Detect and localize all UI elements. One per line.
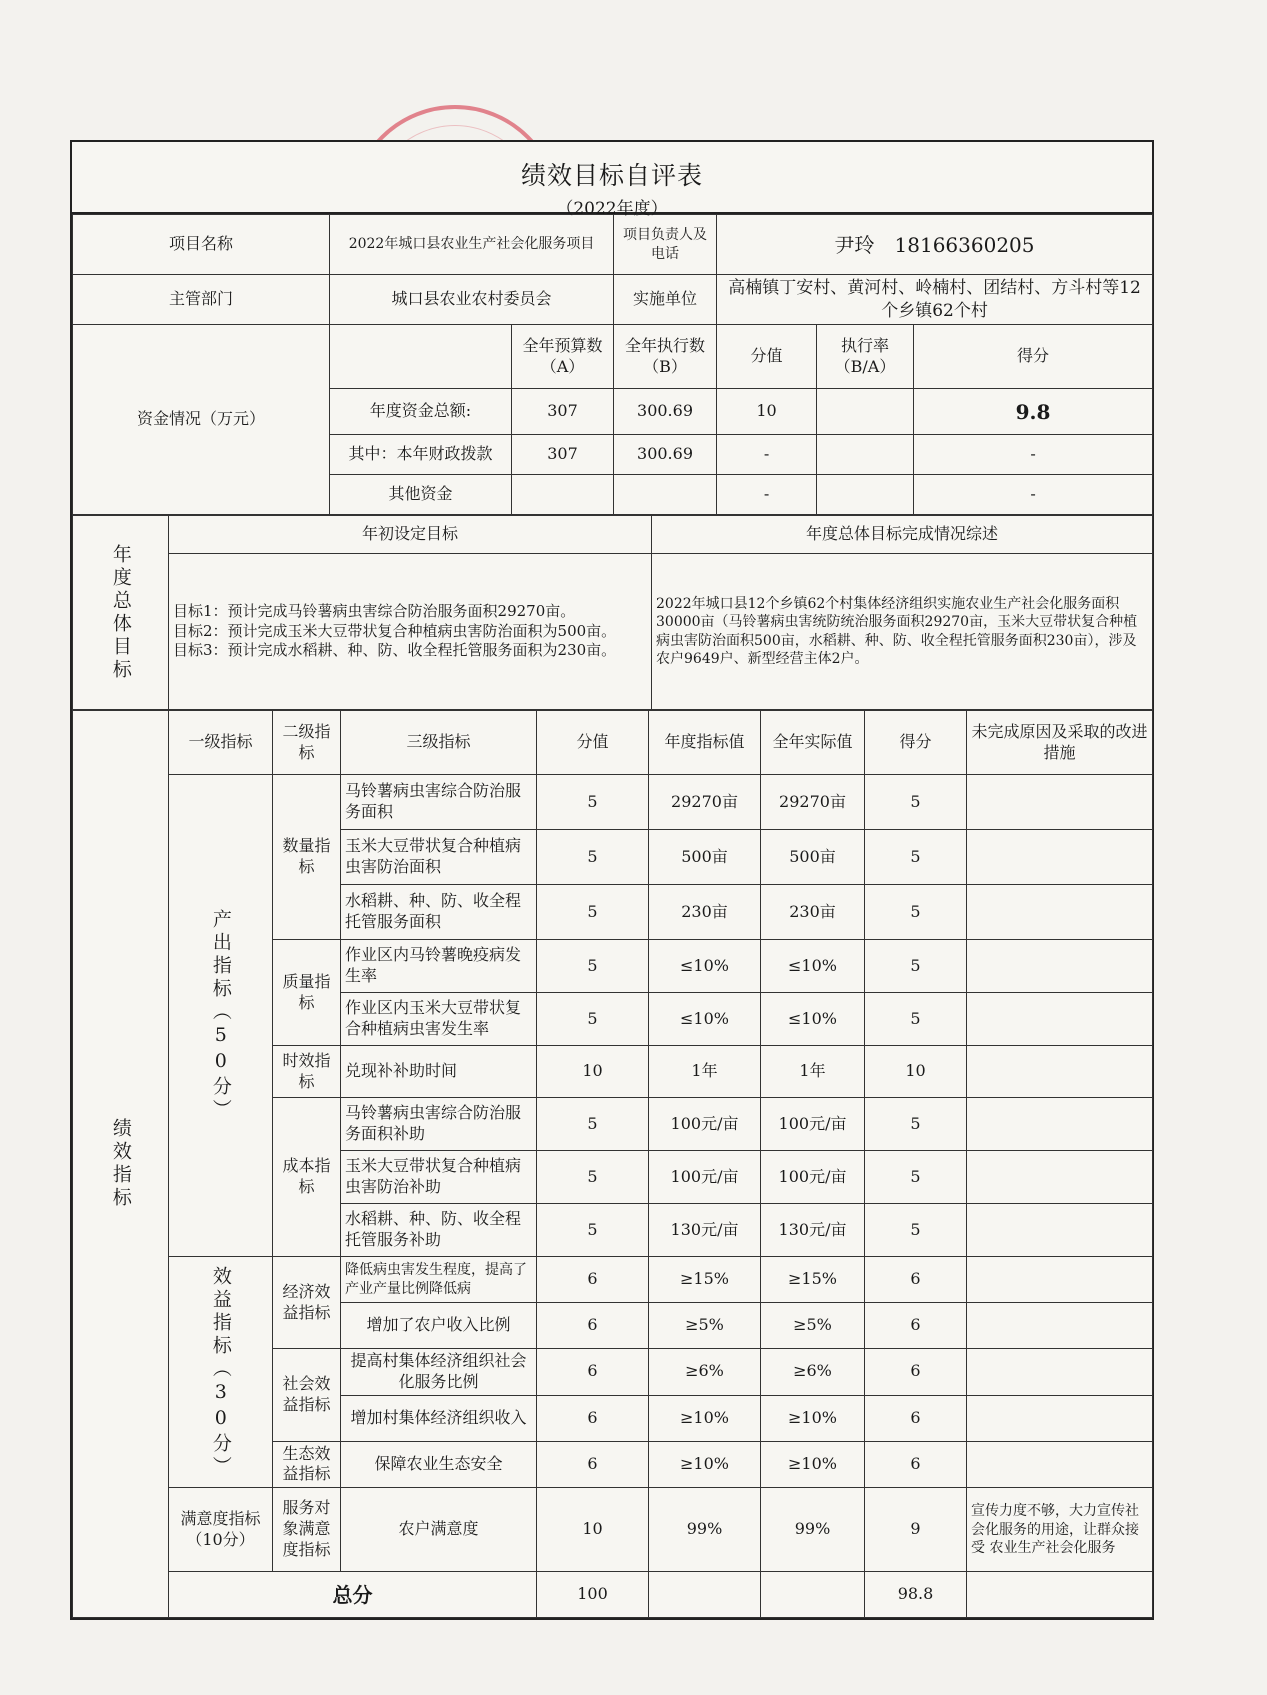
indicator-score: 6: [865, 1441, 967, 1488]
indicator-actual: ≥10%: [761, 1441, 865, 1488]
indicator-note: [967, 1098, 1153, 1151]
level1-output: 产出指标（50分）: [209, 909, 232, 1122]
indicator-score-val: 10: [537, 1488, 649, 1572]
indicator-actual: 29270亩: [761, 775, 865, 830]
funds-row-a: [512, 475, 614, 515]
indicator-score-val: 5: [537, 775, 649, 830]
perf-header-target: 年度指标值: [649, 711, 761, 775]
level2-social: 社会效益指标: [273, 1349, 341, 1442]
funds-row-score: -: [914, 475, 1153, 515]
perf-header-level1: 一级指标: [169, 711, 273, 775]
indicator-score: 5: [865, 885, 967, 940]
level2-economic: 经济效益指标: [273, 1257, 341, 1349]
indicator-note: [967, 1395, 1153, 1441]
summary-header: 年度总体目标完成情况综述: [652, 516, 1153, 554]
perf-label: 绩效指标: [109, 1118, 132, 1211]
indicator-target: 130元/亩: [649, 1204, 761, 1257]
indicator-name: 马铃薯病虫害综合防治服务面积补助: [341, 1098, 537, 1151]
annual-goal-label-cell: [73, 516, 169, 710]
indicator-score: 5: [865, 1098, 967, 1151]
indicator-target: ≤10%: [649, 940, 761, 993]
initial-goal-item: 目标1：预计完成马铃薯病虫害综合防治服务面积29270亩。: [173, 602, 576, 621]
total-actual-blank: [761, 1572, 865, 1618]
funds-label: 资金情况（万元）: [73, 325, 330, 515]
impl-unit-label: 实施单位: [614, 275, 717, 325]
indicator-note: [967, 1151, 1153, 1204]
evaluation-form: [70, 140, 1154, 1620]
indicator-row: [73, 1257, 1153, 1303]
funds-row-score-val: 10: [717, 389, 817, 435]
performance-table: [72, 710, 1153, 1618]
indicator-score: 5: [865, 775, 967, 830]
perf-header-score-val: 分值: [537, 711, 649, 775]
indicator-score: 5: [865, 993, 967, 1046]
indicator-score: 6: [865, 1257, 967, 1303]
indicator-actual: ≥15%: [761, 1257, 865, 1303]
initial-goal-header: 年初设定目标: [169, 516, 652, 554]
indicator-actual: 100元/亩: [761, 1151, 865, 1204]
indicator-actual: 500亩: [761, 830, 865, 885]
funds-row-b: 300.69: [614, 389, 717, 435]
funds-header-rate: 执行率（B/A）: [817, 325, 914, 389]
indicator-actual: ≤10%: [761, 940, 865, 993]
indicator-name: 保障农业生态安全: [341, 1441, 537, 1488]
indicator-actual: ≥10%: [761, 1395, 865, 1441]
indicator-name: 水稻耕、种、防、收全程托管服务面积: [341, 885, 537, 940]
indicator-score: 10: [865, 1046, 967, 1098]
indicator-note: [967, 1441, 1153, 1488]
funds-header-blank: [330, 325, 512, 389]
annual-goal-table: [72, 515, 1153, 710]
manager-label: 项目负责人及电话: [614, 215, 717, 275]
dept-label: 主管部门: [73, 275, 330, 325]
indicator-note: [967, 830, 1153, 885]
indicator-actual: ≥6%: [761, 1349, 865, 1396]
funds-row-rate: [817, 389, 914, 435]
level2-quality: 质量指标: [273, 940, 341, 1046]
indicator-score: 5: [865, 1204, 967, 1257]
funds-row-score: 9.8: [914, 389, 1153, 435]
indicator-target: ≥10%: [649, 1441, 761, 1488]
indicator-name: 农户满意度: [341, 1488, 537, 1572]
indicator-note: [967, 1303, 1153, 1349]
funds-row-label: 其他资金: [330, 475, 512, 515]
indicator-note: 宣传力度不够，大力宣传社会化服务的用途，让群众接受 农业生产社会化服务: [967, 1488, 1153, 1572]
level1-benefit: 效益指标（30分）: [209, 1265, 232, 1479]
funds-row-score: -: [914, 435, 1153, 475]
indicator-target: 99%: [649, 1488, 761, 1572]
indicator-actual: ≤10%: [761, 993, 865, 1046]
summary-text: 2022年城口县12个乡镇62个村集体经济组织实施农业生产社会化服务面积30000亩（马铃薯病虫害统防统治服务面积29270亩，玉米大豆带状复合种植病虫害防治面积500亩，水稻耕、种、防、收全程托管服务面积230亩），涉及农户9649户、新型经营主体2户。: [652, 554, 1153, 710]
total-target-blank: [649, 1572, 761, 1618]
funds-header-a: 全年预算数（A）: [512, 325, 614, 389]
indicator-target: 230亩: [649, 885, 761, 940]
indicator-score-val: 5: [537, 885, 649, 940]
impl-unit-value: 高楠镇丁安村、黄河村、岭楠村、团结村、方斗村等12个乡镇62个村: [717, 275, 1153, 325]
perf-label-cell: [73, 711, 169, 1618]
indicator-score: 9: [865, 1488, 967, 1572]
level2-ecological: 生态效益指标: [273, 1441, 341, 1488]
indicator-score: 6: [865, 1395, 967, 1441]
form-year: （2022年度）: [556, 199, 668, 219]
level2-cost: 成本指标: [273, 1098, 341, 1257]
funds-row-b: 300.69: [614, 435, 717, 475]
indicator-score-val: 5: [537, 940, 649, 993]
indicator-row: [73, 775, 1153, 830]
indicator-note: [967, 1204, 1153, 1257]
indicator-note: [967, 993, 1153, 1046]
annual-goal-label: 年度总体目标: [109, 543, 132, 682]
form-title-bar: [72, 142, 1152, 219]
indicator-name: 兑现补补助时间: [341, 1046, 537, 1098]
indicator-score-val: 6: [537, 1303, 649, 1349]
initial-goal-cell: [169, 554, 652, 710]
indicator-target: ≤10%: [649, 993, 761, 1046]
total-score: 98.8: [865, 1572, 967, 1618]
funds-row-score-val: -: [717, 435, 817, 475]
dept-value: 城口县农业农村委员会: [330, 275, 614, 325]
initial-goal-item: 目标2：预计完成玉米大豆带状复合种植病虫害防治面积为500亩。: [173, 621, 617, 640]
indicator-score: 5: [865, 1151, 967, 1204]
indicator-target: ≥15%: [649, 1257, 761, 1303]
total-label: 总分: [169, 1572, 537, 1618]
indicator-name: 降低病虫害发生程度，提高了产业产量比例降低病: [341, 1257, 537, 1303]
indicator-name: 提高村集体经济组织社会化服务比例: [341, 1349, 537, 1396]
level2-service: 服务对象满意度指标: [273, 1488, 341, 1572]
level2-quantity: 数量指标: [273, 775, 341, 940]
indicator-note: [967, 885, 1153, 940]
project-name-label: 项目名称: [73, 215, 330, 275]
level1-benefit-cell: [169, 1257, 273, 1488]
indicator-target: 1年: [649, 1046, 761, 1098]
total-score-val: 100: [537, 1572, 649, 1618]
funds-row-rate: [817, 475, 914, 515]
indicator-row: [73, 1488, 1153, 1572]
indicator-target: 100元/亩: [649, 1098, 761, 1151]
funds-row-rate: [817, 435, 914, 475]
indicator-actual: 1年: [761, 1046, 865, 1098]
perf-header-score: 得分: [865, 711, 967, 775]
indicator-actual: 99%: [761, 1488, 865, 1572]
indicator-actual: 100元/亩: [761, 1098, 865, 1151]
level1-satisfaction: 满意度指标（10分）: [169, 1488, 273, 1572]
indicator-name: 作业区内玉米大豆带状复合种植病虫害发生率: [341, 993, 537, 1046]
funds-row-a: 307: [512, 435, 614, 475]
indicator-name: 增加了农户收入比例: [341, 1303, 537, 1349]
indicator-name: 增加村集体经济组织收入: [341, 1395, 537, 1441]
indicator-score-val: 6: [537, 1257, 649, 1303]
indicator-score: 6: [865, 1349, 967, 1396]
indicator-note: [967, 1349, 1153, 1396]
project-info-table: [72, 214, 1153, 515]
level1-output-cell: [169, 775, 273, 1257]
perf-header-actual: 全年实际值: [761, 711, 865, 775]
indicator-score: 5: [865, 830, 967, 885]
indicator-target: ≥10%: [649, 1395, 761, 1441]
indicator-target: 100元/亩: [649, 1151, 761, 1204]
indicator-score-val: 5: [537, 1151, 649, 1204]
indicator-note: [967, 1257, 1153, 1303]
funds-header-score: 得分: [914, 325, 1153, 389]
indicator-target: ≥6%: [649, 1349, 761, 1396]
total-note-blank: [967, 1572, 1153, 1618]
funds-row-a: 307: [512, 389, 614, 435]
perf-header-level2: 二级指标: [273, 711, 341, 775]
indicator-name: 玉米大豆带状复合种植病虫害防治补助: [341, 1151, 537, 1204]
project-name-value: 2022年城口县农业生产社会化服务项目: [330, 215, 614, 275]
manager-value: 尹玲 18166360205: [717, 215, 1153, 275]
form-title: 绩效目标自评表: [520, 161, 703, 190]
funds-row-label: 其中：本年财政拨款: [330, 435, 512, 475]
indicator-name: 水稻耕、种、防、收全程托管服务补助: [341, 1204, 537, 1257]
indicator-score-val: 10: [537, 1046, 649, 1098]
funds-header-score-val: 分值: [717, 325, 817, 389]
indicator-score-val: 5: [537, 830, 649, 885]
total-row: [73, 1572, 1153, 1618]
perf-header-level3: 三级指标: [341, 711, 537, 775]
indicator-score-val: 6: [537, 1441, 649, 1488]
indicator-score: 5: [865, 940, 967, 993]
indicator-target: 29270亩: [649, 775, 761, 830]
funds-row-score-val: -: [717, 475, 817, 515]
indicator-actual: 230亩: [761, 885, 865, 940]
indicator-actual: 130元/亩: [761, 1204, 865, 1257]
indicator-score-val: 6: [537, 1349, 649, 1396]
level2-timeliness: 时效指标: [273, 1046, 341, 1098]
indicator-score-val: 5: [537, 1204, 649, 1257]
funds-row-b: [614, 475, 717, 515]
indicator-actual: ≥5%: [761, 1303, 865, 1349]
initial-goal-item: 目标3：预计完成水稻耕、种、防、收全程托管服务面积为230亩。: [173, 641, 617, 660]
indicator-score-val: 6: [537, 1395, 649, 1441]
indicator-note: [967, 940, 1153, 993]
indicator-note: [967, 775, 1153, 830]
indicator-score-val: 5: [537, 1098, 649, 1151]
indicator-name: 作业区内马铃薯晚疫病发生率: [341, 940, 537, 993]
indicator-target: 500亩: [649, 830, 761, 885]
indicator-name: 马铃薯病虫害综合防治服务面积: [341, 775, 537, 830]
funds-header-b: 全年执行数（B）: [614, 325, 717, 389]
funds-row-label: 年度资金总额:: [330, 389, 512, 435]
indicator-score-val: 5: [537, 993, 649, 1046]
indicator-name: 玉米大豆带状复合种植病虫害防治面积: [341, 830, 537, 885]
perf-header-note: 未完成原因及采取的改进措施: [967, 711, 1153, 775]
indicator-target: ≥5%: [649, 1303, 761, 1349]
indicator-score: 6: [865, 1303, 967, 1349]
indicator-note: [967, 1046, 1153, 1098]
